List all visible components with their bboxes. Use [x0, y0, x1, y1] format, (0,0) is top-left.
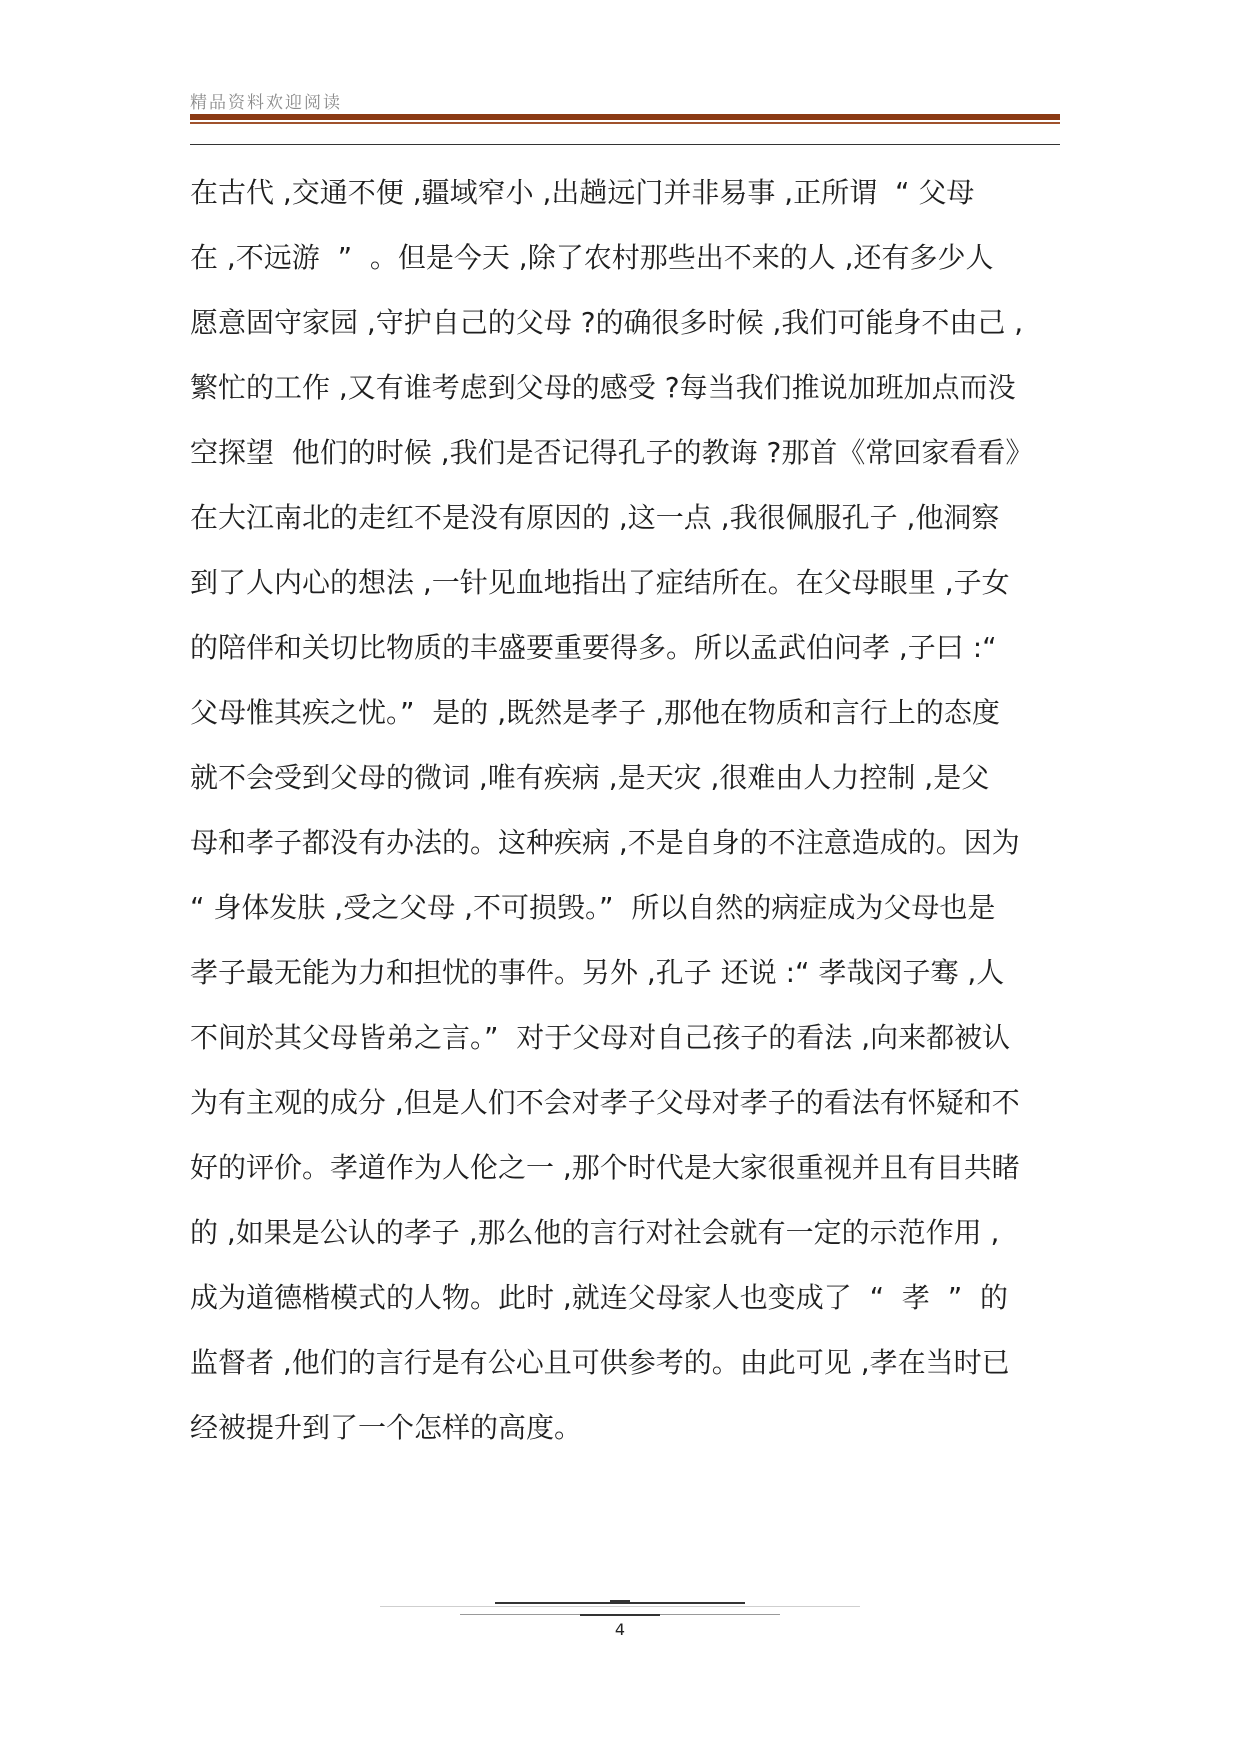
body-text — [190, 160, 1090, 1460]
body-line: 成为道德楷模式的人物。此时 ,就连父母家人也变成了 “ 孝 ” 的 — [190, 1281, 1009, 1314]
header-title: 精品资料欢迎阅读 — [190, 93, 342, 113]
body-line: 繁忙的工作 ,又有谁考虑到父母的感受 ?每当我们推说加班加点而没 — [190, 371, 1016, 404]
body-line: 好的评价。孝道作为人伦之一 ,那个时代是大家很重视并且有目共睹 — [190, 1151, 1020, 1184]
body-line: “ 身体发肤 ,受之父母 ,不可损毁。” 所以自然的病症成为父母也是 — [190, 891, 996, 924]
body-line: 监督者 ,他们的言行是有公心且可供参考的。由此可见 ,孝在当时已 — [190, 1346, 1010, 1379]
footer-divider — [380, 1606, 860, 1607]
body-line: 不间於其父母皆弟之言。” 对于父母对自己孩子的看法 ,向来都被认 — [190, 1021, 1011, 1054]
header-divider-base — [190, 144, 1060, 145]
body-line: 母和孝子都没有办法的。这种疾病 ,不是自身的不注意造成的。因为 — [190, 826, 1020, 859]
header-divider-thin — [190, 122, 1060, 124]
body-line: 就不会受到父母的微词 ,唯有疾病 ,是天灾 ,很难由人力控制 ,是父 — [190, 761, 990, 794]
body-line: 经被提升到了一个怎样的高度。 — [190, 1411, 583, 1444]
body-line: 愿意固守家园 ,守护自己的父母 ?的确很多时候 ,我们可能身不由己 , — [190, 306, 1024, 339]
footer-divider — [610, 1600, 630, 1602]
footer-divider — [495, 1602, 745, 1604]
body-line: 在大江南北的走红不是没有原因的 ,这一点 ,我很佩服孔子 ,他洞察 — [190, 501, 1000, 534]
body-line: 孝子最无能为力和担忧的事件。另外 ,孔子 还说 :“ 孝哉闵子骞 ,人 — [190, 956, 1005, 989]
footer-divider — [580, 1614, 660, 1616]
body-line: 父母惟其疾之忧。” 是的 ,既然是孝子 ,那他在物质和言行上的态度 — [190, 696, 1000, 729]
page-number: 4 — [614, 1620, 626, 1639]
body-line: 的陪伴和关切比物质的丰盛要重要得多。所以孟武伯问孝 ,子曰 :“ — [190, 631, 997, 664]
body-line: 为有主观的成分 ,但是人们不会对孝子父母对孝子的看法有怀疑和不 — [190, 1086, 1020, 1119]
header-divider-thick — [190, 114, 1060, 120]
body-line: 空探望 他们的时候 ,我们是否记得孔子的教诲 ?那首《常回家看看》 — [190, 436, 1034, 469]
body-line: 在 ,不远游 ” 。但是今天 ,除了农村那些出不来的人 ,还有多少人 — [190, 241, 994, 274]
body-line: 的 ,如果是公认的孝子 ,那么他的言行对社会就有一定的示范作用 , — [190, 1216, 1000, 1249]
body-line: 到了人内心的想法 ,一针见血地指出了症结所在。在父母眼里 ,子女 — [190, 566, 1010, 599]
body-line: 在古代 ,交通不便 ,疆域窄小 ,出趟远门并非易事 ,正所谓 “ 父母 — [190, 176, 975, 209]
